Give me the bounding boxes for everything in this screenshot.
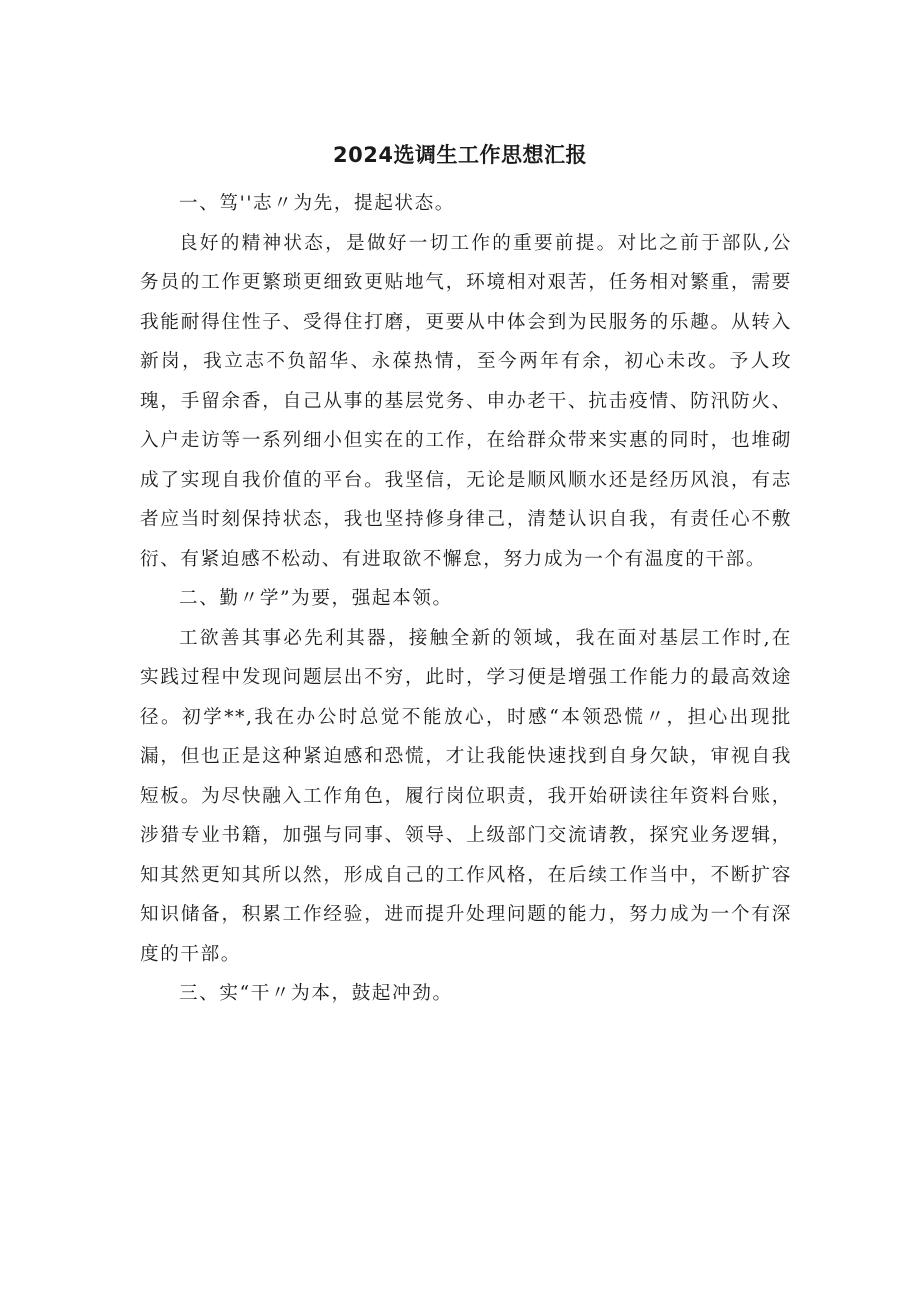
document-body [140,184,792,1014]
document-title: 2024选调生工作思想汇报 [333,143,587,167]
section-2-paragraph: 工欲善其事必先利其器，接触全新的领域，我在面对基层工作时,在实践过程中发现问题层出不穷，此时，学习便是增强工作能力的最高效途径。初学**,我在办公时总觉不能放心，时感“本领恐慌〃，担心出现批漏，但也正是这种紧迫感和恐慌，才让我能快速找到自身欠缺，审视自我短板。为尽快融入工作角色，履行岗位职责，我开始研读往年资料台账，涉猎专业书籍，加强与同事、领导、上级部门交流请教，探究业务逻辑，知其然更知其所以然，形成自己的工作风格，在后续工作当中，不断扩容知识储备，积累工作经验，进而提升处理问题的能力，努力成为一个有深度的干部。 [140,627,792,965]
section-1-heading: 一、笃''志〃为先，提起状态。 [179,193,455,214]
section-1-paragraph: 良好的精神状态，是做好一切工作的重要前提。对比之前于部队,公务员的工作更繁琐更细致更贴地气，环境相对艰苦，任务相对繁重，需要我能耐得住性子、受得住打磨，更要从中体会到为民服务的乐趣。从转入新岗，我立志不负韶华、永葆热情，至今两年有余，初心未改。予人玫瑰，手留余香，自己从事的基层党务、申办老干、抗击疫情、防汛防火、入户走访等一系列细小但实在的工作，在给群众带来实惠的同时，也堆砌成了实现自我价值的平台。我坚信，无论是顺风顺水还是经历风浪，有志者应当时刻保持状态，我也坚持修身律己，清楚认识自我，有责任心不敷衍、有紧迫感不松动、有进取欲不懈怠，努力成为一个有温度的干部。 [140,232,792,570]
section-3-heading: 三、实“干〃为本，鼓起冲劲。 [179,983,453,1004]
section-2-heading: 二、勤〃学”为要，强起本领。 [179,588,453,609]
